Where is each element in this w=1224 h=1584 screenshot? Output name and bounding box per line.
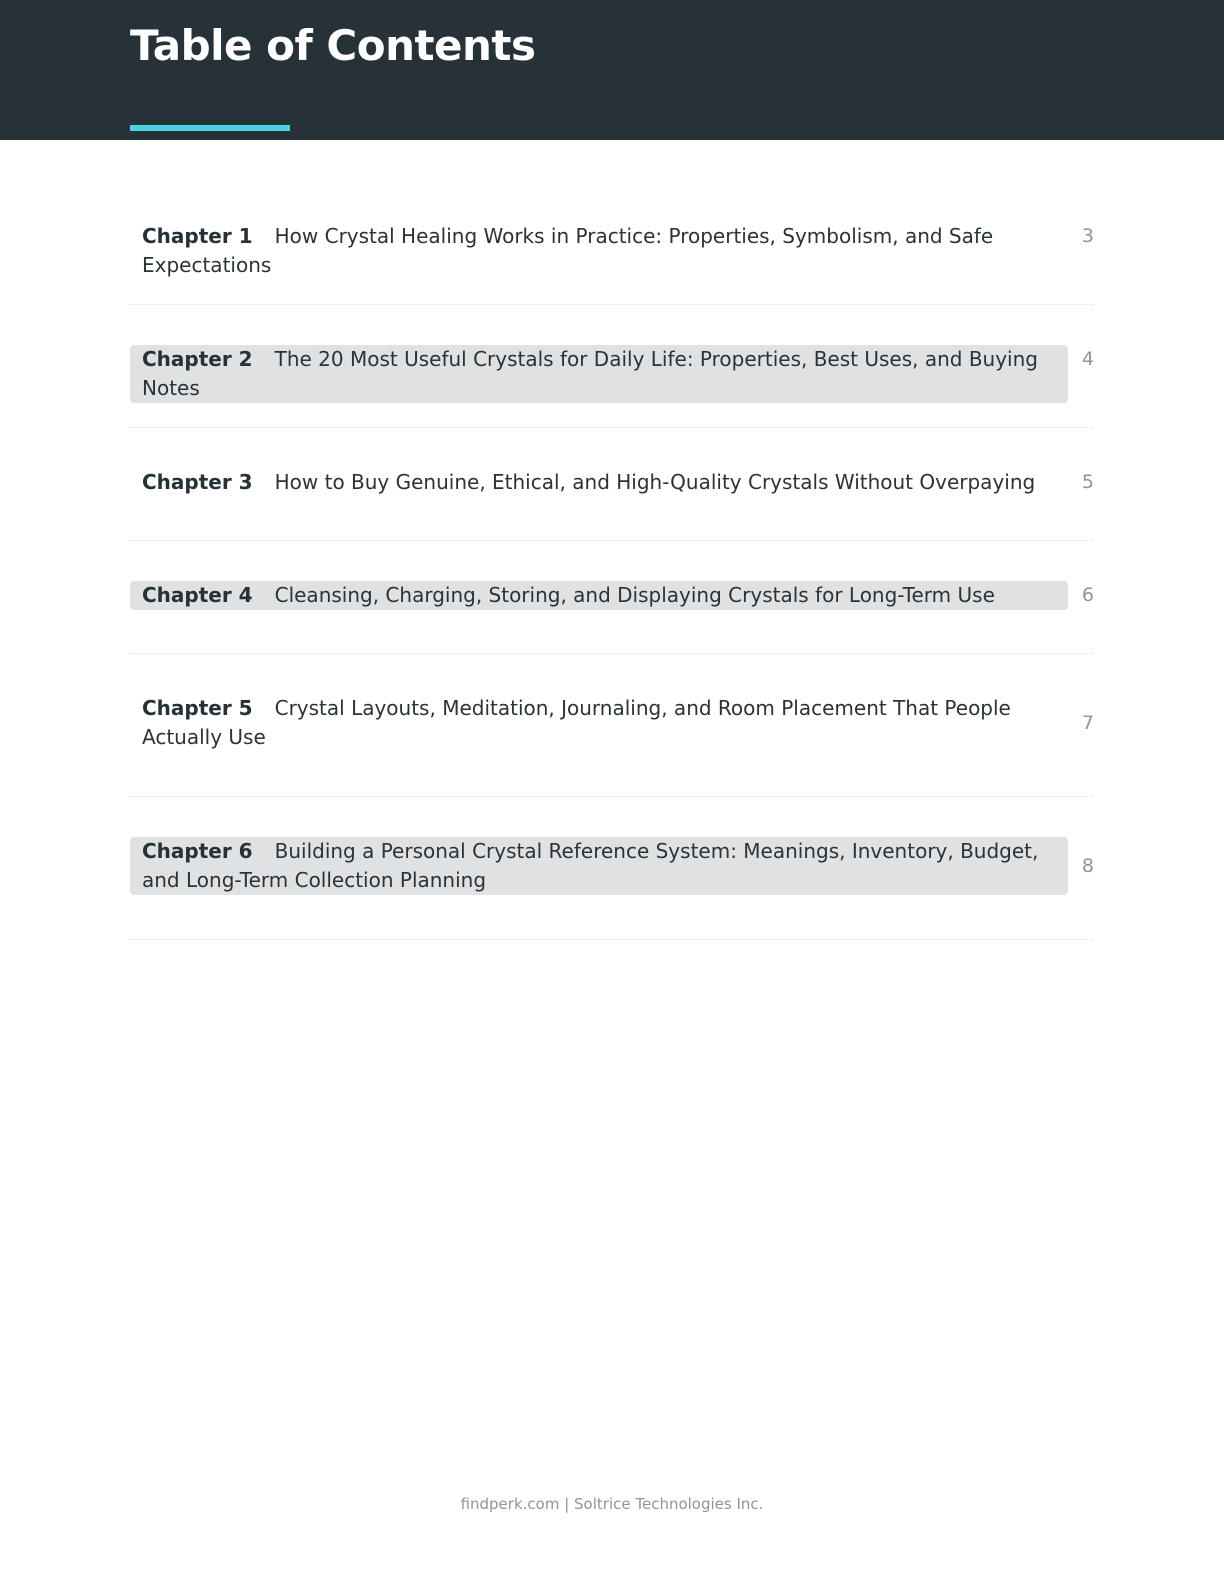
toc-entry-text [130, 222, 1068, 280]
toc-entry-text [130, 694, 1068, 752]
chapter-label: Chapter 4 [142, 583, 253, 607]
chapter-title: How to Buy Genuine, Ethical, and High-Quality Crystals Without Overpaying [274, 470, 1036, 494]
toc-entry-chapter-4[interactable] [130, 557, 1094, 654]
page-header [0, 0, 1224, 140]
page-footer: findperk.com | Soltrice Technologies Inc. [460, 1495, 764, 1513]
toc-entry-chapter-6[interactable] [130, 813, 1094, 940]
chapter-label: Chapter 1 [142, 224, 253, 248]
chapter-title: How Crystal Healing Works in Practice: Properties, Symbolism, and Safe Expectations [142, 224, 994, 277]
toc-entry-text [130, 581, 1068, 610]
page-number: 5 [1081, 471, 1094, 493]
toc-entry-chapter-5[interactable] [130, 670, 1094, 797]
page-number: 4 [1081, 348, 1094, 370]
toc-entry-text [130, 345, 1068, 403]
chapter-title: The 20 Most Useful Crystals for Daily Life: Properties, Best Uses, and Buying Notes [142, 347, 1038, 400]
chapter-label: Chapter 5 [142, 696, 253, 720]
chapter-label: Chapter 3 [142, 470, 253, 494]
page-number: 3 [1081, 225, 1094, 247]
page-number: 8 [1081, 855, 1094, 877]
chapter-title: Building a Personal Crystal Reference System: Meanings, Inventory, Budget, and Long-Term Collection Planning [142, 839, 1039, 892]
toc-entry-chapter-2[interactable] [130, 321, 1094, 428]
chapter-title: Cleansing, Charging, Storing, and Displaying Crystals for Long-Term Use [274, 583, 995, 607]
toc-entry-text [130, 837, 1068, 895]
page-title: Table of Contents [130, 21, 536, 70]
chapter-label: Chapter 2 [142, 347, 253, 371]
toc-entry-chapter-3[interactable] [130, 444, 1094, 541]
title-accent-bar [130, 125, 290, 131]
toc-entry-text [130, 468, 1068, 497]
page-number: 6 [1081, 584, 1094, 606]
toc-entry-chapter-1[interactable] [130, 198, 1094, 305]
page-number: 7 [1081, 712, 1094, 734]
chapter-title: Crystal Layouts, Meditation, Journaling, and Room Placement That People Actually Use [142, 696, 1011, 749]
chapter-label: Chapter 6 [142, 839, 253, 863]
table-of-contents [130, 198, 1094, 956]
